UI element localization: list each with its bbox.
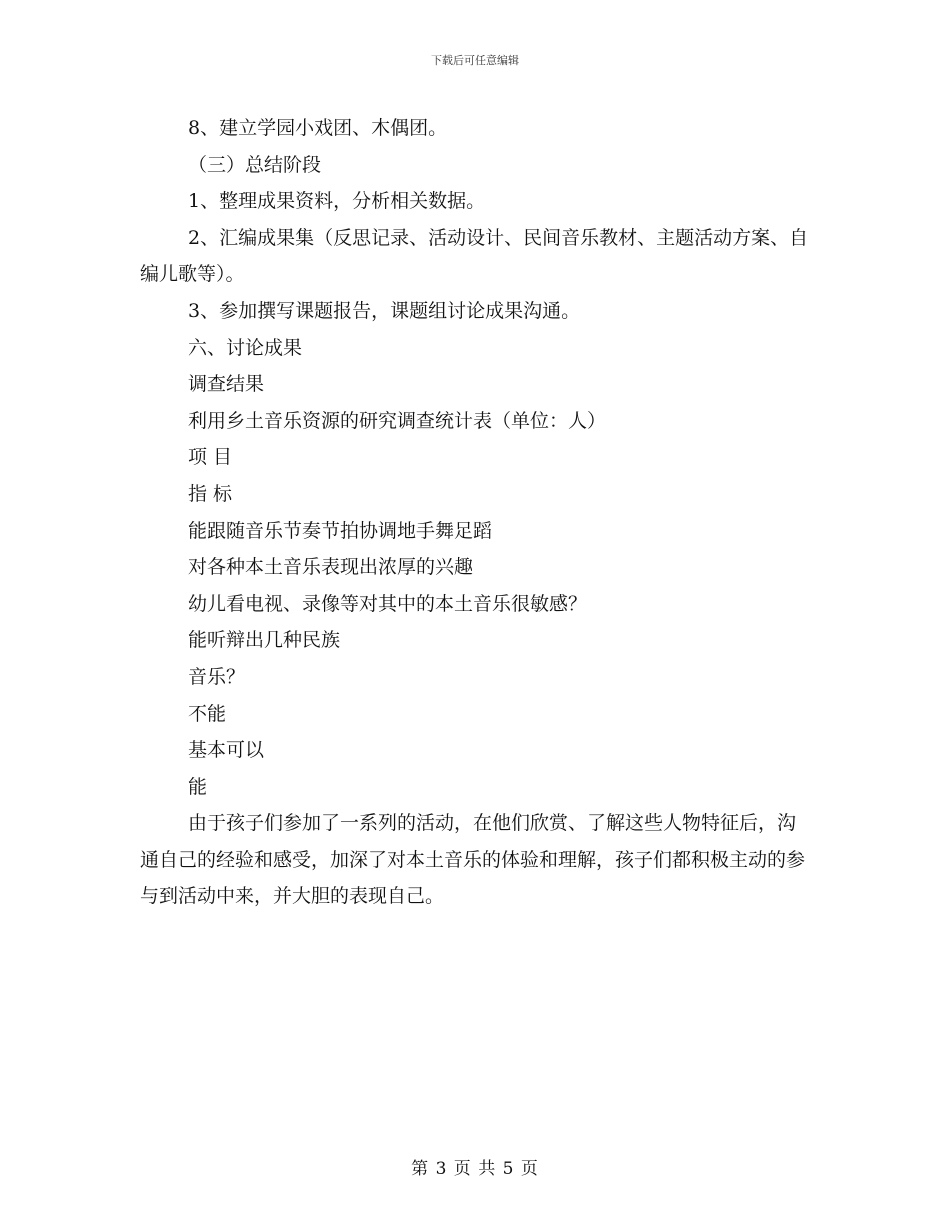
page-header: 下载后可任意编辑 [431,54,519,67]
table-indicator: 幼儿看电视、录像等对其中的本土音乐很敏感？ [188,592,588,615]
paragraph: 3、参加撰写课题报告，课题组讨论成果沟通。 [188,299,581,322]
table-indicator: 对各种本土音乐表现出浓厚的兴趣 [188,556,474,579]
table-indicator: 能听辩出几种民族 [188,629,341,652]
paragraph: 调查结果 [188,373,265,396]
document-body [140,110,810,915]
table-option: 能 [188,775,208,798]
section-heading: 六、讨论成果 [188,336,303,359]
table-indicator: 音乐？ [188,665,246,688]
paragraph: 1、整理成果资料，分析相关数据。 [188,190,486,213]
table-option: 不能 [188,702,227,725]
paragraph: 2、汇编成果集（反思记录、活动设计、民间音乐教材、主题活动方案、自编儿歌等）。 [140,226,809,286]
table-header-item: 项 目 [188,446,233,469]
table-indicator: 能跟随音乐节奏节拍协调地手舞足蹈 [188,519,493,542]
page-footer: 第 3 页 共 5 页 [411,1159,539,1179]
table-caption: 利用乡土音乐资源的研究调查统计表（单位：人） [188,409,607,432]
paragraph: 由于孩子们参加了一系列的活动，在他们欣赏、了解这些人物特征后，沟通自己的经验和感受，加深了对本土音乐的体验和理解，孩子们都积极主动的参与到活动中来，并大胆的表现自己。 [140,812,806,908]
table-header-indicator: 指 标 [188,482,233,505]
section-heading: （三）总结阶段 [188,153,322,176]
table-option: 基本可以 [188,739,265,762]
paragraph: 8、建立学园小戏团、木偶团。 [188,117,448,139]
